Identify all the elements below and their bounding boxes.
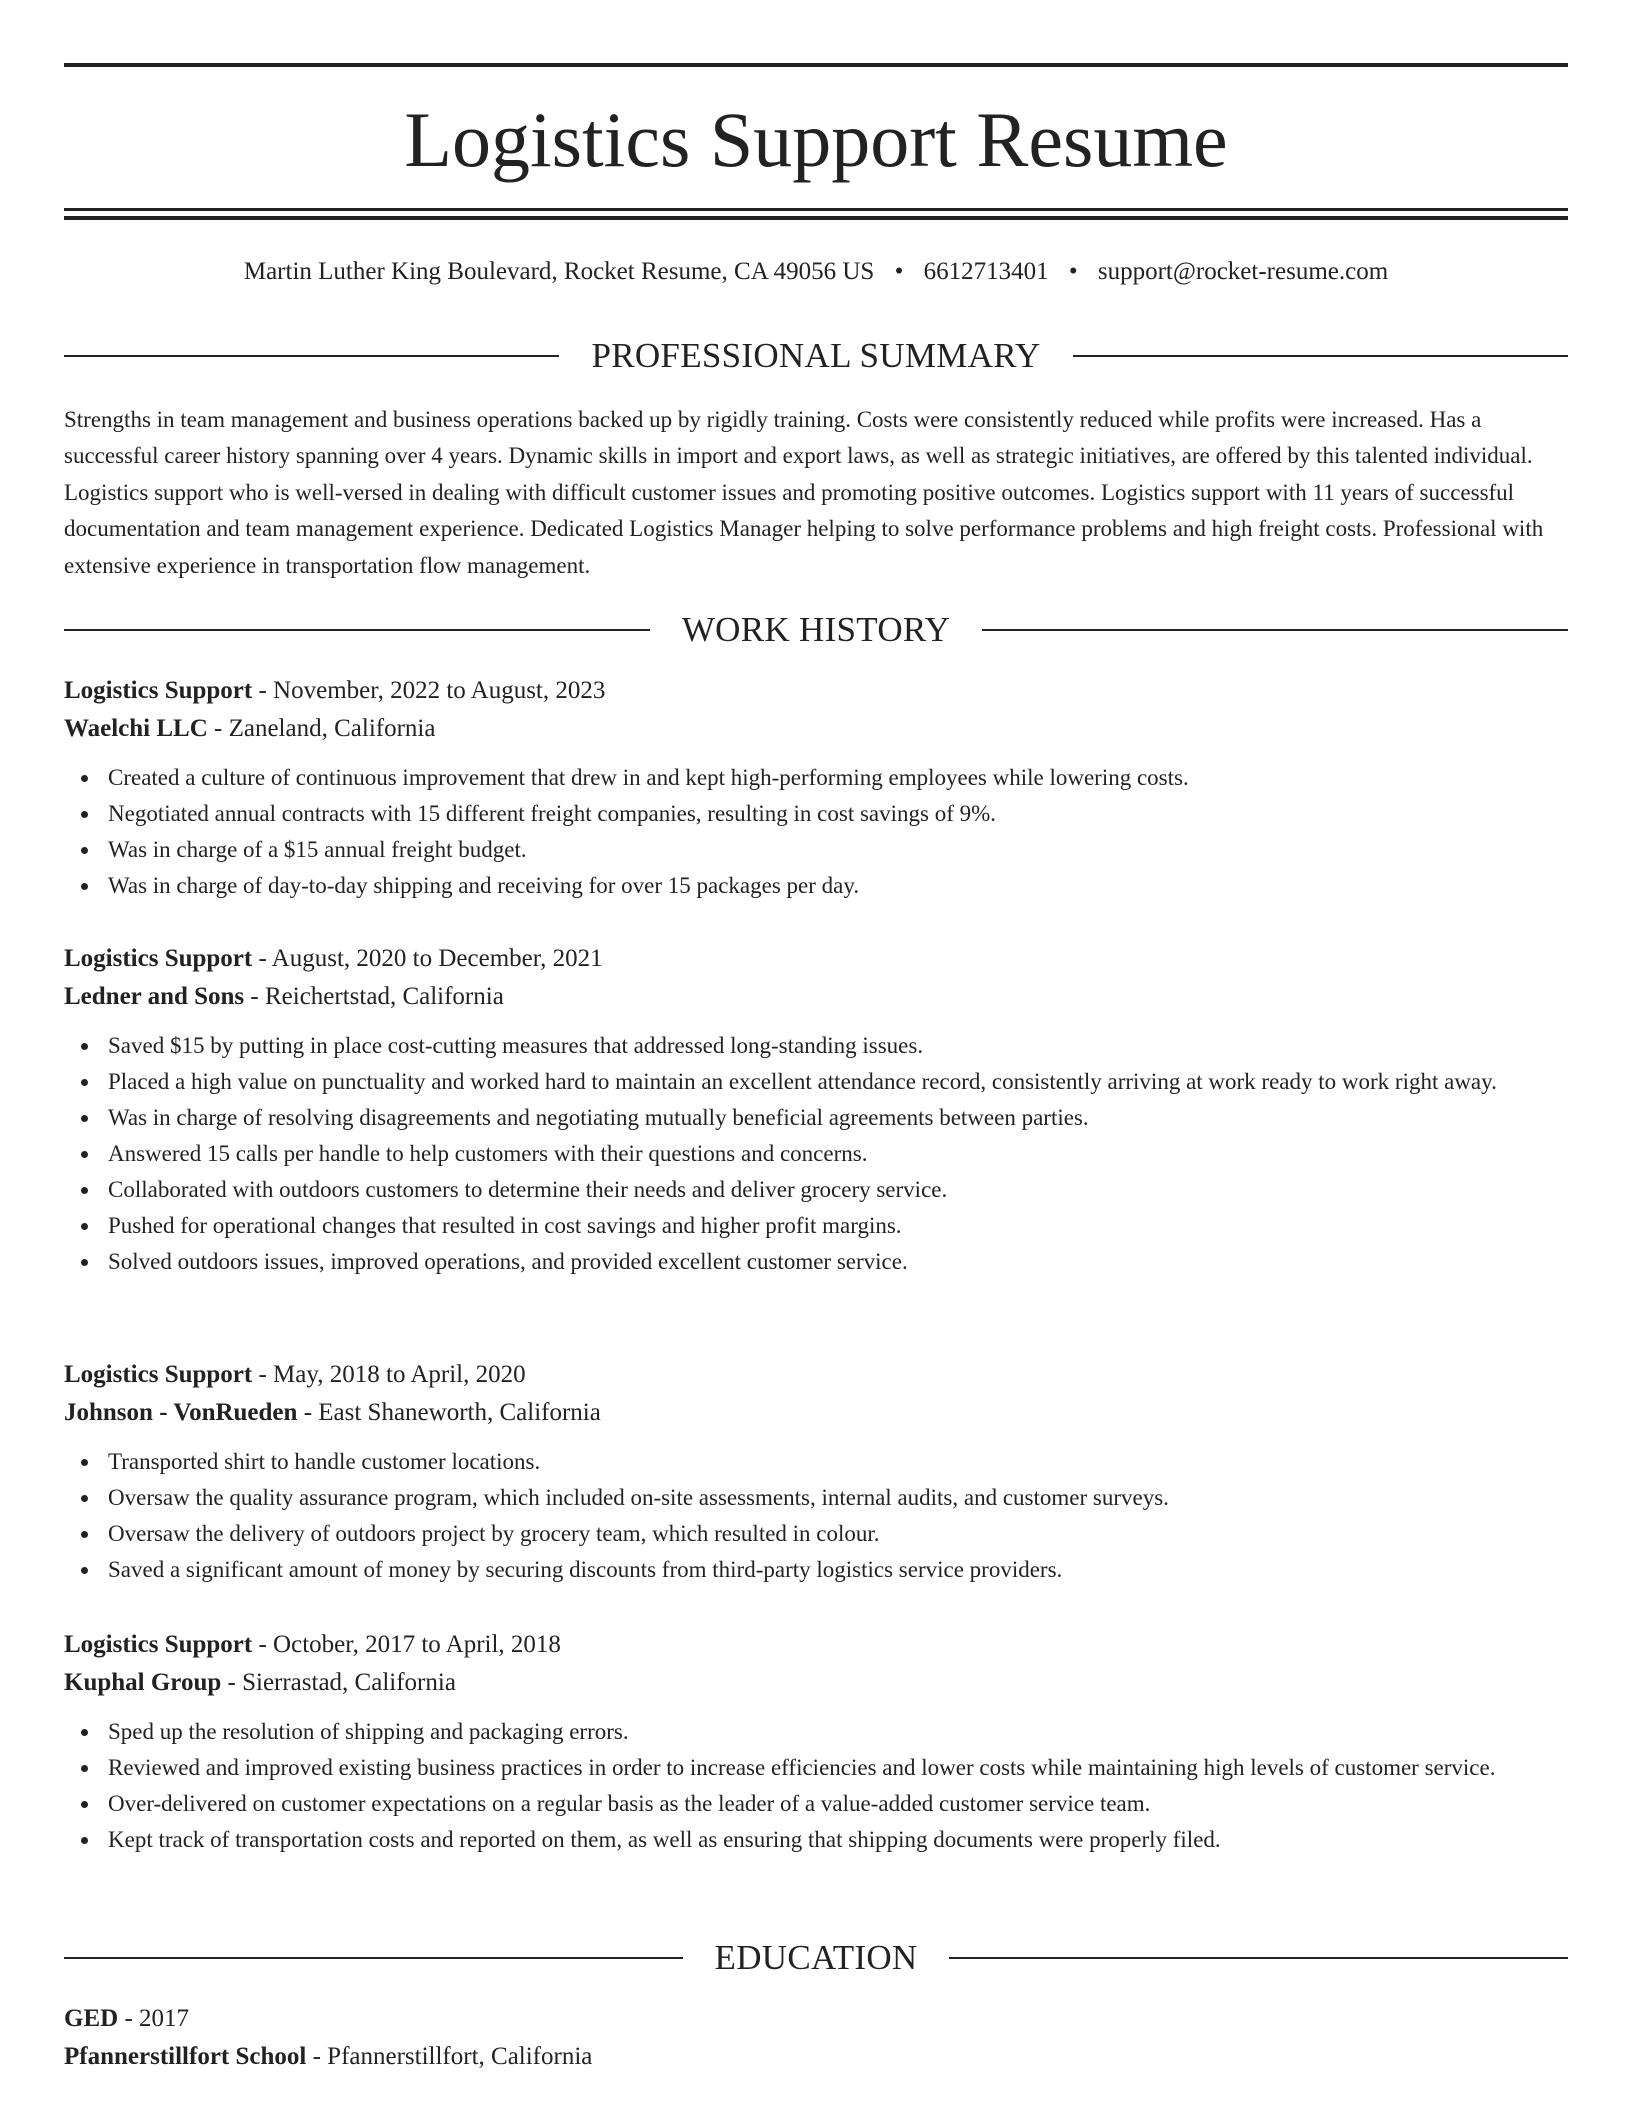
job-company: Johnson - VonRueden <box>64 1399 298 1426</box>
top-rule <box>64 63 1568 67</box>
job-entry <box>64 672 1568 904</box>
job-location: - Reichertstad, California <box>244 983 504 1010</box>
job-title-line <box>64 940 1568 978</box>
education-school: Pfannerstillfort School <box>64 2043 307 2070</box>
job-company-line <box>64 1394 1568 1432</box>
list-item: Negotiated annual contracts with 15 different freight companies, resulting in cost savings of 9%. <box>64 796 1568 832</box>
list-item: Over-delivered on customer expectations on a regular basis as the leader of a value-added customer service team. <box>64 1786 1568 1822</box>
job-bullets <box>64 1714 1568 1858</box>
heading-rule <box>949 1957 1568 1959</box>
contact-separator: • <box>1068 258 1078 285</box>
list-item: Reviewed and improved existing business practices in order to increase efficiencies and lower costs while maintaining high levels of customer service. <box>64 1750 1568 1786</box>
list-item: Sped up the resolution of shipping and packaging errors. <box>64 1714 1568 1750</box>
job-dates: - November, 2022 to August, 2023 <box>252 677 606 704</box>
list-item: Oversaw the quality assurance program, which included on-site assessments, internal audits, and customer surveys. <box>64 1480 1568 1516</box>
job-company: Ledner and Sons <box>64 983 245 1010</box>
job-company-line <box>64 978 1568 1016</box>
heading-rule <box>64 1957 683 1959</box>
job-title-line <box>64 1626 1568 1664</box>
education-entry <box>64 2000 1568 2076</box>
contact-phone: 6612713401 <box>923 258 1049 285</box>
job-company-line <box>64 710 1568 748</box>
section-heading-education <box>64 1936 1568 1980</box>
job-title: Logistics Support <box>64 677 253 704</box>
education-year: - 2017 <box>118 2005 190 2032</box>
list-item: Solved outdoors issues, improved operations, and provided excellent customer service. <box>64 1244 1568 1280</box>
list-item: Answered 15 calls per handle to help customers with their questions and concerns. <box>64 1136 1568 1172</box>
list-item: Was in charge of day-to-day shipping and receiving for over 15 packages per day. <box>64 868 1568 904</box>
education-location: - Pfannerstillfort, California <box>306 2043 593 2070</box>
education-degree: GED <box>64 2005 119 2032</box>
education-degree-line <box>64 2000 1568 2038</box>
list-item: Saved a significant amount of money by securing discounts from third-party logistics service providers. <box>64 1552 1568 1588</box>
contact-separator: • <box>894 258 904 285</box>
heading-rule <box>1073 355 1568 357</box>
list-item: Saved $15 by putting in place cost-cutting measures that addressed long-standing issues. <box>64 1028 1568 1064</box>
list-item: Was in charge of resolving disagreements and negotiating mutually beneficial agreements between parties. <box>64 1100 1568 1136</box>
job-dates: - May, 2018 to April, 2020 <box>252 1361 526 1388</box>
job-bullets <box>64 1444 1568 1588</box>
list-item: Oversaw the delivery of outdoors project by grocery team, which resulted in colour. <box>64 1516 1568 1552</box>
job-company: Kuphal Group <box>64 1669 222 1696</box>
section-heading-work <box>64 608 1568 652</box>
job-company: Waelchi LLC <box>64 715 208 742</box>
job-entry <box>64 1626 1568 1858</box>
contact-email: support@rocket-resume.com <box>1097 258 1389 285</box>
job-location: - East Shaneworth, California <box>297 1399 601 1426</box>
section-title: PROFESSIONAL SUMMARY <box>591 336 1041 375</box>
education-school-line <box>64 2038 1568 2076</box>
section-title: WORK HISTORY <box>681 610 951 649</box>
list-item: Collaborated with outdoors customers to determine their needs and deliver grocery service. <box>64 1172 1568 1208</box>
summary-text: Strengths in team management and business operations backed up by rigidly training. Costs were consistently reduced while profits were increased. Has a successful career history spanning over 4 years. Dynamic skills in import and export laws, as well as strategic initiatives, are offered by this talented individual. Logistics support who is well-versed in dealing with difficult customer issues and promoting positive outcomes. Logistics support with 11 years of successful documentation and team management experience. Dedicated Logistics Manager helping to solve performance problems and high freight costs. Professional with extensive experience in transportation flow management. <box>64 407 1544 578</box>
job-entry <box>64 940 1568 1280</box>
list-item: Was in charge of a $15 annual freight budget. <box>64 832 1568 868</box>
title-rule-upper <box>64 208 1568 211</box>
job-bullets <box>64 760 1568 904</box>
heading-rule <box>982 629 1568 631</box>
contact-address: Martin Luther King Boulevard, Rocket Resume, CA 49056 US <box>243 258 875 285</box>
heading-rule <box>64 355 559 357</box>
section-title: EDUCATION <box>714 1938 918 1977</box>
page-title: Logistics Support Resume <box>404 96 1228 183</box>
job-location: - Zaneland, California <box>207 715 436 742</box>
contact-line <box>64 256 1568 288</box>
job-location: - Sierrastad, California <box>221 1669 456 1696</box>
job-entry <box>64 1356 1568 1588</box>
list-item: Created a culture of continuous improvement that drew in and kept high-performing employees while lowering costs. <box>64 760 1568 796</box>
job-dates: - October, 2017 to April, 2018 <box>252 1631 561 1658</box>
job-title: Logistics Support <box>64 1361 253 1388</box>
list-item: Pushed for operational changes that resulted in cost savings and higher profit margins. <box>64 1208 1568 1244</box>
job-title-line <box>64 1356 1568 1394</box>
job-title: Logistics Support <box>64 945 253 972</box>
job-bullets <box>64 1028 1568 1280</box>
job-title: Logistics Support <box>64 1631 253 1658</box>
list-item: Placed a high value on punctuality and worked hard to maintain an excellent attendance record, consistently arriving at work ready to work right away. <box>64 1064 1568 1100</box>
list-item: Kept track of transportation costs and reported on them, as well as ensuring that shipping documents were properly filed. <box>64 1822 1568 1858</box>
title-rule-lower <box>64 216 1568 220</box>
job-title-line <box>64 672 1568 710</box>
job-company-line <box>64 1664 1568 1702</box>
job-dates: - August, 2020 to December, 2021 <box>252 945 603 972</box>
section-heading-summary <box>64 334 1568 378</box>
list-item: Transported shirt to handle customer locations. <box>64 1444 1568 1480</box>
heading-rule <box>64 629 650 631</box>
